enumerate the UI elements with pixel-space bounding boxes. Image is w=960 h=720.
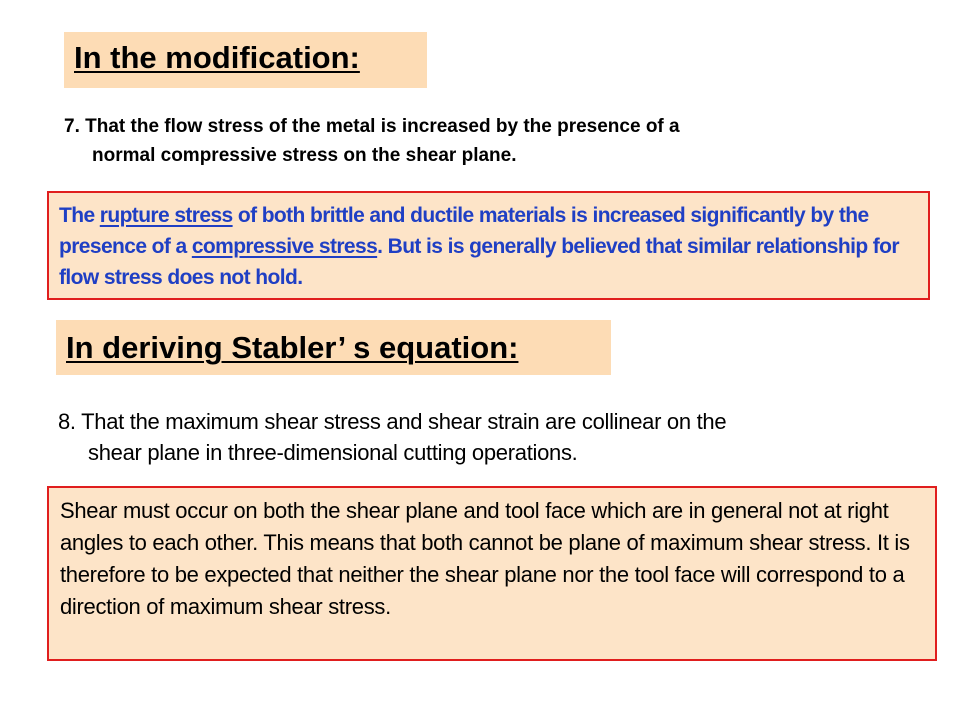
section2-heading xyxy=(56,320,611,375)
assumption-8 xyxy=(58,406,938,468)
section1-heading xyxy=(64,32,427,88)
max-shear-stress-note xyxy=(47,486,937,661)
section1-heading-text: In the modification: xyxy=(74,40,360,75)
assumption-7 xyxy=(64,112,824,170)
assumption-8-line1: That the maximum shear stress and shear strain are collinear on the xyxy=(81,409,727,434)
section2-heading-text: In deriving Stabler’ s equation: xyxy=(66,330,519,365)
assumption-7-line1: That the flow stress of the metal is increased by the presence of a xyxy=(85,116,680,137)
note2-text: Shear must occur on both the shear plane and tool face which are in general not at right angles to each other. This means that both cannot be plane of maximum shear stress. It is therefore to be expected that neither the shear plane nor the tool face will correspond to a direction of maximum shear stress. xyxy=(60,498,910,619)
rupture-stress-note xyxy=(47,191,930,300)
assumption-8-number: 8. xyxy=(58,409,76,434)
compressive-stress-term: compressive stress xyxy=(191,235,378,258)
note1-part3: . But is is generally believed that similar relationship for flow stress does not hold. xyxy=(59,235,899,289)
assumption-8-line2: shear plane in three-dimensional cutting operations. xyxy=(88,440,578,465)
rupture-stress-term: rupture stress xyxy=(99,204,233,227)
note1-part1: The xyxy=(59,204,100,227)
assumption-7-number: 7. xyxy=(64,116,80,137)
assumption-7-line2: normal compressive stress on the shear plane. xyxy=(92,145,517,166)
note1-part2: of both brittle and ductile materials is increased significantly by the presence of a xyxy=(59,204,869,258)
